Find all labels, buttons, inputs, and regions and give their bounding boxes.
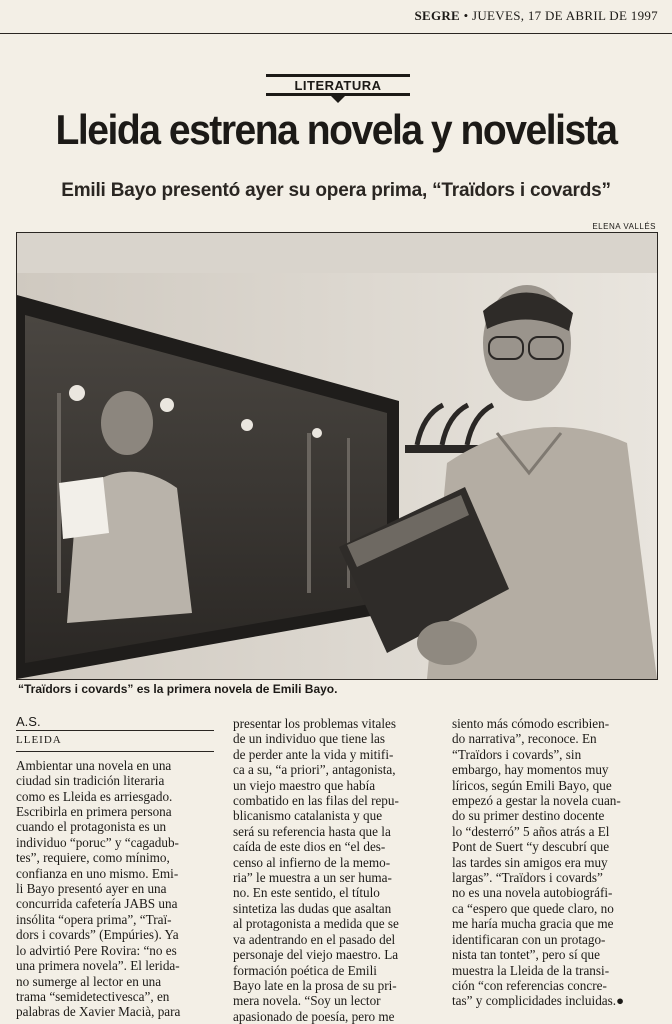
article-line: siento más cómodo escribien- — [452, 716, 610, 731]
author-byline: A.S. — [16, 714, 214, 731]
photo-caption: “Traïdors i covards” es la primera novela de Emili Bayo. — [18, 682, 338, 696]
article-line: formación poética de Emili — [233, 962, 377, 978]
article-line: ciudad sin tradición literaria — [16, 773, 165, 789]
photo-illustration — [17, 233, 657, 679]
article-line: confianza en uno mismo. Emi- — [16, 865, 179, 881]
article-line: sintetiza las dudas que asaltan — [233, 900, 392, 916]
section-rule-top — [266, 74, 410, 77]
article-line: presentar los problemas vitales — [233, 716, 396, 731]
article-line: ción “con referencias concre- — [452, 977, 607, 993]
article-line: empezó a gestar la novela cuan- — [452, 793, 621, 809]
article-line: como es Lleida es arriesgado. — [16, 788, 173, 804]
article-line: ca “espero que quede claro, no — [452, 900, 614, 916]
article-line: no es una novela autobiográfi- — [452, 885, 613, 901]
article-line: Pont de Suert “y descubrí que — [452, 839, 610, 855]
article-line: al protagonista a medida que se — [233, 916, 399, 932]
article-column-3 — [452, 716, 650, 1009]
section-label: LITERATURA — [294, 78, 382, 93]
subheadline: Emili Bayo presentó ayer su opera prima, “Traïdors i covards” — [61, 180, 611, 201]
section-arrow-icon — [330, 95, 346, 103]
article-line: individuo “poruc” y “cagadub- — [16, 834, 179, 850]
article-line: palabras de Xavier Macià, para — [16, 1004, 181, 1020]
article-line: no. En este sentido, el título — [233, 885, 380, 901]
article-column-2 — [233, 716, 431, 1024]
article-line: caída de este dios en “el des- — [233, 839, 386, 855]
masthead — [0, 8, 658, 24]
dateline-place: LLEIDA — [16, 733, 214, 751]
top-rule — [0, 33, 672, 34]
article-line: va adentrando en el pasado del — [233, 931, 396, 947]
article-line: dors i covards” (Empúries). Ya — [16, 927, 179, 943]
article-line: embargo, hay momentos muy — [452, 762, 609, 778]
article-line: li Bayo presentó ayer en una — [16, 881, 167, 897]
article-line: identificaran con un protago- — [452, 931, 606, 947]
article-line: muestra la Lleida de la transi- — [452, 962, 610, 978]
article-line: largas”. “Traïdors i covards” — [452, 870, 603, 886]
article-line: “Traïdors i covards”, sin — [452, 746, 582, 762]
article-line: tas” y complicidades incluidas.● — [452, 993, 625, 1009]
article-line: ria” le muestra a un ser huma- — [233, 870, 392, 886]
article-line: de perder ante la vida y mitifi- — [233, 746, 394, 762]
article-line: personaje del viejo maestro. La — [233, 947, 399, 963]
article-line: líricos, según Emili Bayo, que — [452, 777, 612, 793]
article-line: no sumerge al lector en una — [16, 973, 162, 989]
article-line: un viejo maestro que había — [233, 777, 376, 793]
article-line: trama “semidetectivesca”, en — [16, 988, 170, 1004]
article-line: una primera novela”. El lerida- — [16, 958, 180, 974]
article-line: lo advirtió Pere Rovira: “no es — [16, 942, 177, 958]
article-line: concurrida cafetería JABS una — [16, 896, 178, 912]
article-line: me haría mucha gracia que me — [452, 916, 614, 932]
article-column-1 — [16, 714, 214, 1020]
article-line: do narrativa”, reconoce. En — [452, 731, 597, 747]
article-line: lo “desterró” 5 años atrás a El — [452, 823, 610, 839]
article-line: será su referencia hasta que la — [233, 823, 391, 839]
section-tag — [266, 74, 410, 102]
article-line: cuando el protagonista es un — [16, 819, 167, 835]
article-line: ca a su, “a priori”, antagonista, — [233, 762, 396, 778]
article-line: de un individuo que tiene las — [233, 731, 385, 747]
column-3-text — [452, 716, 650, 1009]
headline: Lleida estrena novela y novelista — [55, 106, 617, 153]
article-line: insólita “opera prima”, “Traï- — [16, 911, 172, 927]
article-line: blicanismo catalanista y que — [233, 808, 383, 824]
article-line: combatido en las filas del repu- — [233, 793, 399, 809]
paper-name: SEGRE — [414, 8, 461, 23]
article-line: Bayo late en la prosa de su pri- — [233, 977, 397, 993]
column-1-text — [16, 758, 214, 1020]
article-line: mera novela. “Soy un lector — [233, 993, 381, 1009]
article-photo — [16, 232, 658, 680]
article-line: censo al infierno de la memo- — [233, 854, 391, 870]
article-line: do su primer destino docente — [452, 808, 605, 824]
article-line: Escribirla en primera persona — [16, 804, 172, 820]
column-2-text — [233, 716, 431, 1024]
issue-date: • JUEVES, 17 DE ABRIL DE 1997 — [463, 8, 658, 23]
article-line: las tardes sin amigos era muy — [452, 854, 608, 870]
article-line: Ambientar una novela en una — [16, 757, 172, 773]
article-line: tes”, requiere, como mínimo, — [16, 850, 170, 866]
article-line: nista tan tontet”, pero sí que — [452, 947, 600, 963]
article-line: apasionado de poesía, pero me — [233, 1008, 395, 1024]
photo-credit: ELENA VALLÉS — [592, 222, 656, 231]
